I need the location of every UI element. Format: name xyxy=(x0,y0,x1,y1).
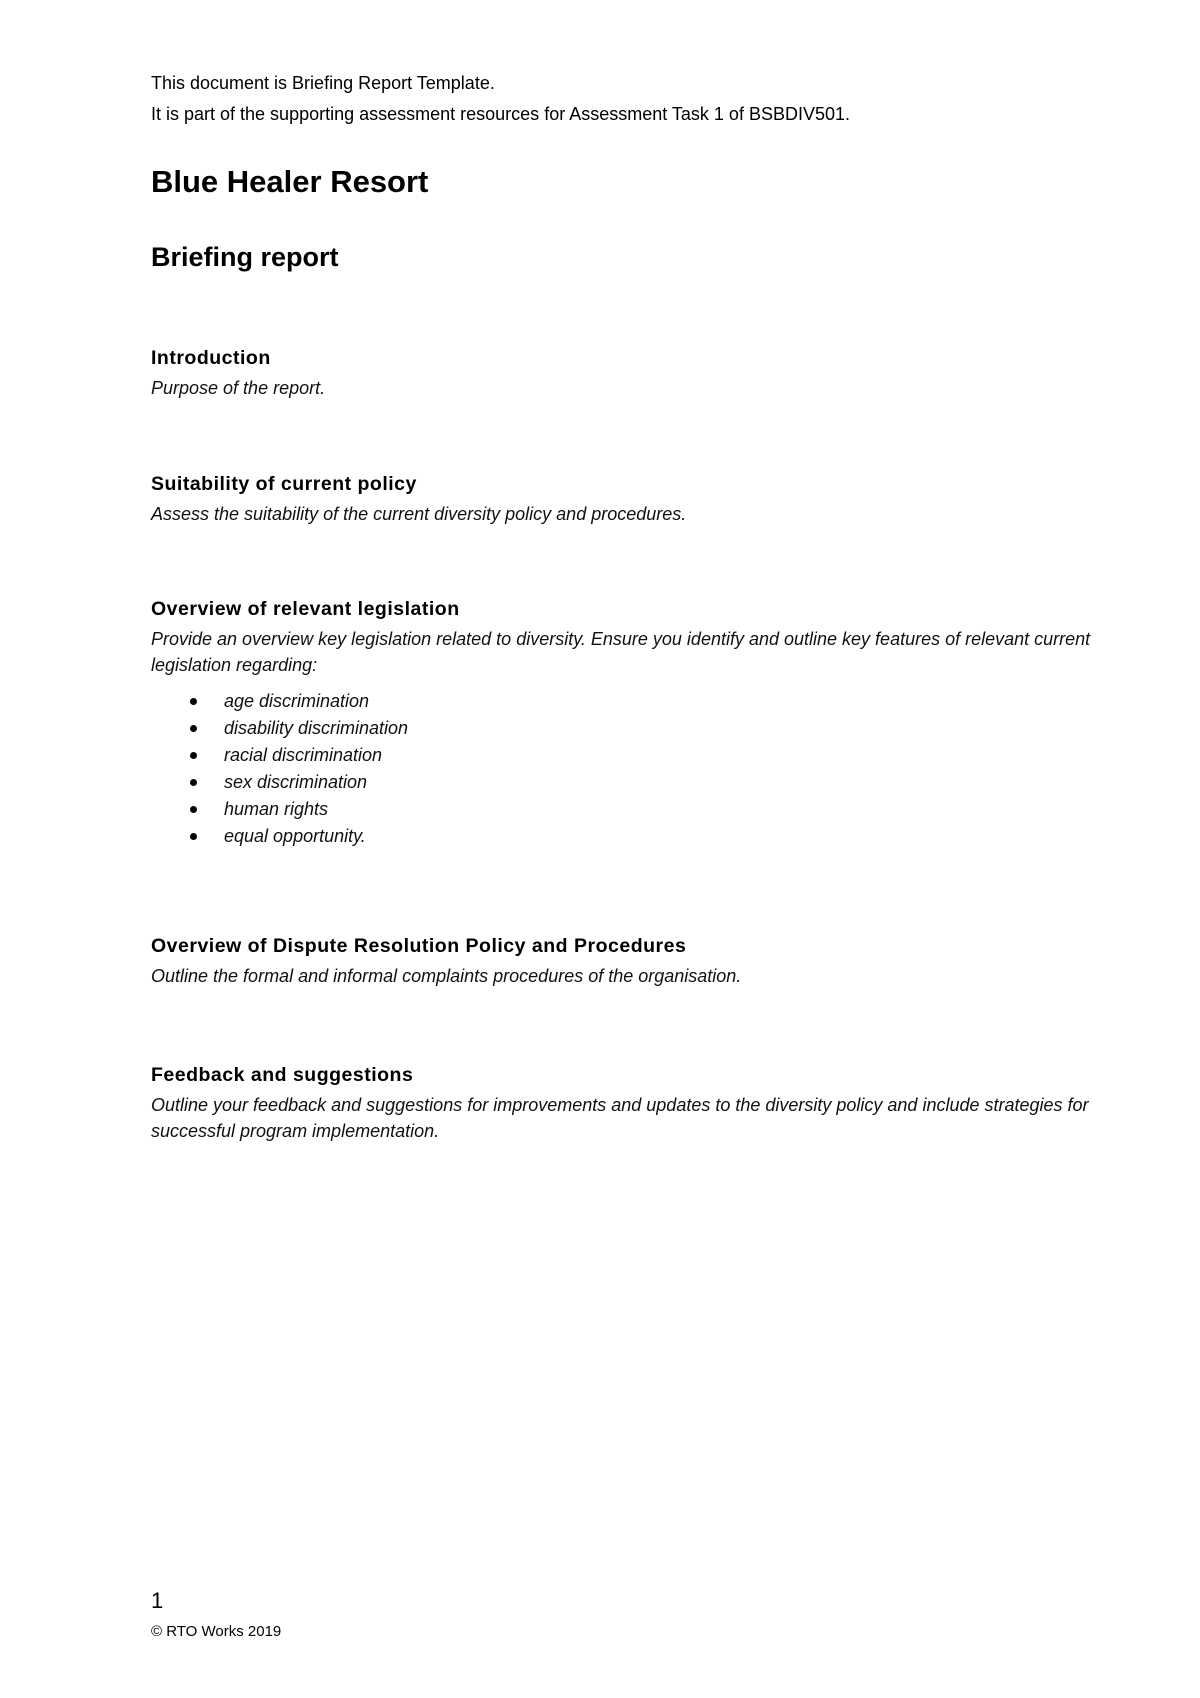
page-number: 1 xyxy=(151,1588,164,1613)
list-item-text: equal opportunity. xyxy=(224,826,366,846)
list-item xyxy=(151,823,1091,850)
list-item xyxy=(151,715,1091,742)
bullet-icon xyxy=(190,779,197,786)
list-item xyxy=(151,769,1091,796)
section-body: Provide an overview key legislation related to diversity. Ensure you identify and outline key features of relevant current legislation regarding: xyxy=(151,629,1091,675)
section-heading: Overview of Dispute Resolution Policy and Procedures xyxy=(151,935,687,957)
list-item-text: human rights xyxy=(224,799,329,819)
bullet-icon xyxy=(190,725,197,732)
bullet-icon xyxy=(190,752,197,759)
section-heading: Overview of relevant legislation xyxy=(151,598,460,620)
bullet-icon xyxy=(190,806,197,813)
section-body: Outline your feedback and suggestions for improvements and updates to the diversity policy and include strategies for successful program implementation. xyxy=(151,1095,1089,1141)
list-item-text: sex discrimination xyxy=(224,772,368,792)
list-item-text: age discrimination xyxy=(224,691,370,711)
list-item xyxy=(151,742,1091,769)
list-item-text: disability discrimination xyxy=(224,718,409,738)
section-feedback-and-suggestions xyxy=(151,1062,1091,1144)
list-item xyxy=(151,796,1091,823)
section-introduction xyxy=(151,345,1091,401)
section-heading: Introduction xyxy=(151,347,271,369)
section-body: Assess the suitability of the current diversity policy and procedures. xyxy=(151,504,687,524)
section-body: Purpose of the report. xyxy=(151,378,326,398)
document-title: Blue Healer Resort xyxy=(151,164,429,199)
section-heading: Feedback and suggestions xyxy=(151,1064,414,1086)
legislation-bullet-list xyxy=(151,688,1091,850)
document-page xyxy=(151,0,1091,1698)
copyright-notice: © RTO Works 2019 xyxy=(151,1623,282,1640)
section-suitability-of-current-policy xyxy=(151,471,1091,527)
list-item-text: racial discrimination xyxy=(224,745,383,765)
bullet-icon xyxy=(190,833,197,840)
section-body: Outline the formal and informal complaints procedures of the organisation. xyxy=(151,966,742,986)
list-item xyxy=(151,688,1091,715)
section-heading: Suitability of current policy xyxy=(151,473,417,495)
bullet-icon xyxy=(190,698,197,705)
document-subtitle: Briefing report xyxy=(151,242,339,272)
document-description-line: This document is Briefing Report Template. xyxy=(151,73,495,93)
section-dispute-resolution-policy xyxy=(151,933,1091,989)
section-overview-of-relevant-legislation xyxy=(151,596,1091,850)
document-context-line: It is part of the supporting assessment resources for Assessment Task 1 of BSBDIV501. xyxy=(151,104,851,124)
